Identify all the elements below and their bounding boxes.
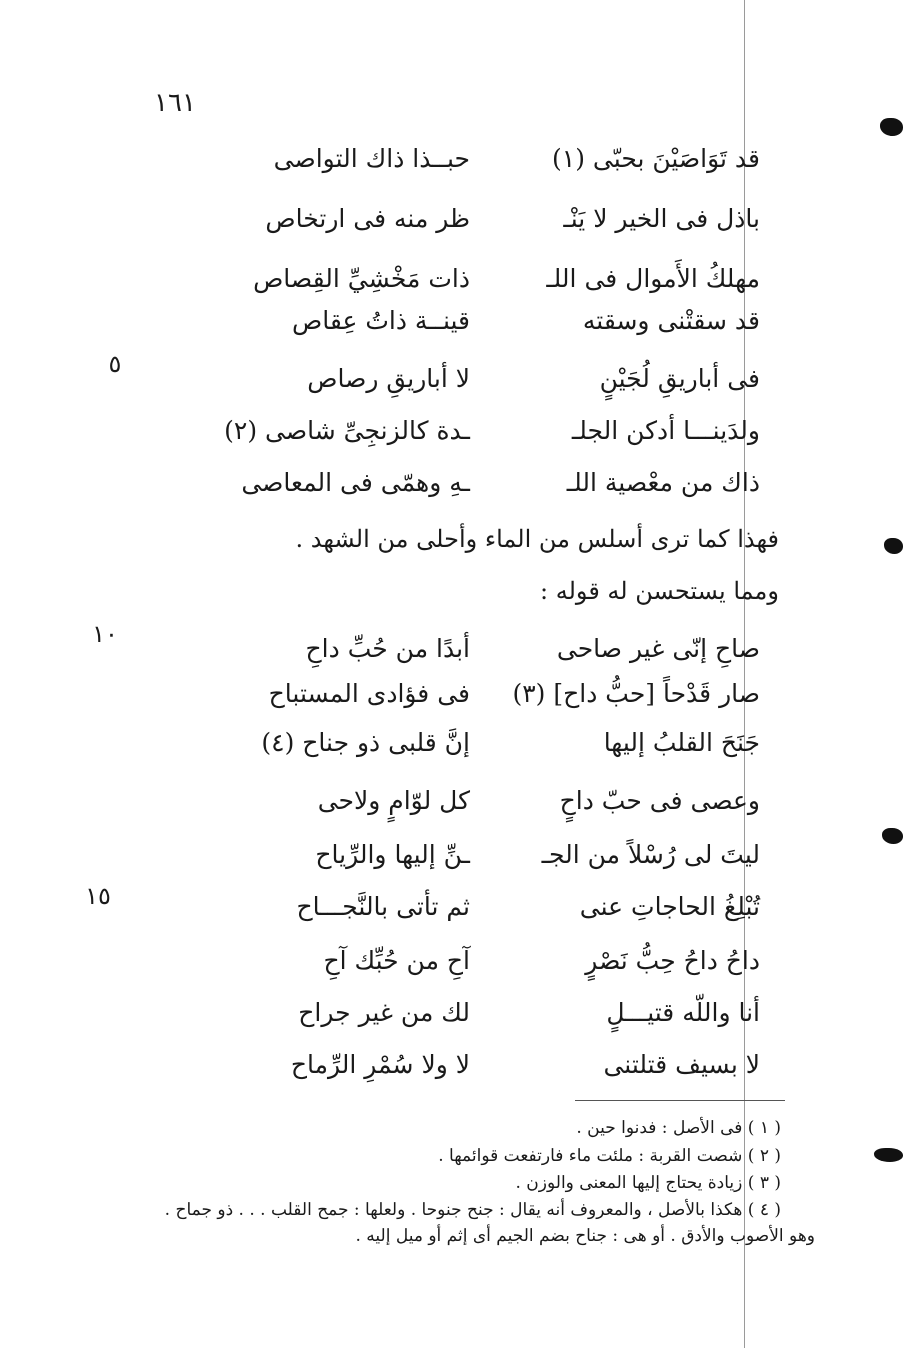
verse-line (200, 772, 760, 830)
verse-second-hemistich: لك من غير جراح (298, 998, 470, 1027)
verse-line (200, 878, 760, 936)
verse-first-hemistich: داحُ داحُ حِبُّ نَصْرٍ (585, 946, 760, 975)
verse-first-hemistich: جَنَحَ القلبُ إليها (603, 728, 760, 757)
verse-line (200, 932, 760, 990)
footnote: وهو الأصوب والأدق . أو هى : جناح بضم الجيم أى إثم أو ميل إليه . (355, 1226, 815, 1246)
verse-second-hemistich: حبــذا ذاك التواصى (273, 144, 470, 173)
verse-first-hemistich: صاحِ إنّى غير صاحى (556, 634, 760, 663)
verse-line (200, 714, 760, 772)
footnote-rule (575, 1100, 785, 1101)
page-number: ١٦١ (154, 88, 196, 118)
verse-first-hemistich: وعصى فى حبّ داحٍ (559, 786, 760, 815)
line-number: ١٠ (92, 620, 118, 648)
verse-second-hemistich: إنَّ قلبى ذو جناح (٤) (261, 728, 470, 757)
verse-second-hemistich: كل لوّامٍ ولاحى (317, 786, 470, 815)
verse-second-hemistich: ـنِّ إليها والرِّياح (315, 840, 470, 869)
ink-blot (882, 828, 903, 844)
footnote: ( ٢ ) شصت القربة : ملئت ماء فارتفعت قوائمها . (438, 1146, 781, 1166)
verse-second-hemistich: ـدة كالزنجِىِّ شاصى (٢) (224, 416, 470, 445)
verse-line (200, 1036, 760, 1094)
prose-line: فهذا كما ترى أسلس من الماء وأحلى من الشهد . (295, 525, 779, 553)
verse-first-hemistich: لا بسيف قتلتنى (603, 1050, 760, 1079)
footnote: ( ١ ) فى الأصل : فدنوا حين . (576, 1118, 781, 1138)
verse-second-hemistich: قينــة ذاتُ عِقاص (291, 306, 470, 335)
line-number: ١٥ (85, 882, 111, 910)
verse-line (200, 292, 760, 350)
verse-second-hemistich: ـهِ وهمّى فى المعاصى (241, 468, 470, 497)
verse-first-hemistich: ذاك من معْصية اللـ (566, 468, 760, 497)
verse-line (200, 130, 760, 188)
verse-second-hemistich: لا ولا سُمْرِ الرِّماح (290, 1050, 470, 1079)
verse-first-hemistich: أنا واللّه قتيـــلٍ (606, 998, 760, 1027)
verse-first-hemistich: مهلكُ الأَموال فى اللـ (546, 264, 760, 293)
verse-line (200, 454, 760, 512)
footnote: ( ٤ ) هكذا بالأصل ، والمعروف أنه يقال : جنح جنوحا . ولعلها : جمح القلب . . . ذو جماح . (164, 1200, 781, 1220)
verse-first-hemistich: قد سقتْنى وسقته (582, 306, 760, 335)
verse-second-hemistich: آحِ من حُبِّك آحِ (323, 946, 470, 975)
verse-line (200, 190, 760, 248)
verse-line (200, 984, 760, 1042)
verse-first-hemistich: صار قَدْحاً [حبُّ داح] (٣) (512, 679, 760, 708)
verse-line (200, 826, 760, 884)
verse-second-hemistich: ظر منه فى ارتخاص (265, 204, 470, 233)
verse-line (200, 402, 760, 460)
verse-second-hemistich: فى فؤادى المستباح (268, 679, 470, 708)
verse-second-hemistich: ذات مَخْشِيِّ القِصاص (253, 264, 470, 293)
line-number: ٥ (108, 350, 122, 378)
verse-line (200, 350, 760, 408)
ink-blot (884, 538, 903, 554)
verse-second-hemistich: أبدًا من حُبِّ داحِ (305, 634, 470, 663)
verse-second-hemistich: لا أباريقِ رصاص (307, 364, 470, 393)
ink-blot (874, 1148, 903, 1162)
verse-first-hemistich: تُبْلِغُ الحاجاتِ عنى (579, 892, 760, 921)
prose-line: ومما يستحسن له قوله : (540, 577, 779, 605)
ink-blot (880, 118, 903, 136)
verse-first-hemistich: ولدَينـــا أدكن الجلـ (571, 416, 760, 445)
verse-first-hemistich: فى أباريقِ لُجَيْنٍ (599, 364, 760, 393)
verse-first-hemistich: باذل فى الخير لا يَنْـ (563, 204, 760, 233)
verse-first-hemistich: ليتَ لى رُسْلاً من الجـ (541, 840, 760, 869)
verse-first-hemistich: قد تَوَاصَيْنَ بحبّى (١) (552, 144, 760, 173)
verse-second-hemistich: ثم تأتى بالنَّجـــاح (296, 892, 470, 921)
footnote: ( ٣ ) زيادة يحتاج إليها المعنى والوزن . (515, 1173, 781, 1193)
